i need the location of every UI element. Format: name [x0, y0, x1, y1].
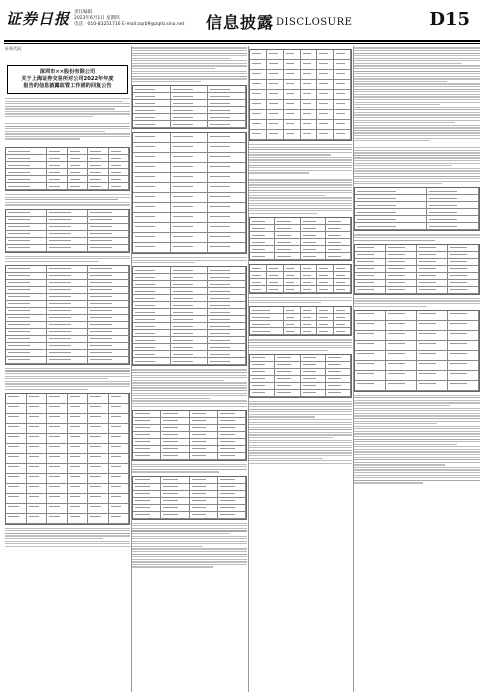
headline-line-1: 深圳市××股份有限公司 [39, 69, 96, 75]
data-table [354, 187, 480, 231]
code-line: 证券代码： [5, 46, 25, 51]
page-number: D15 [429, 9, 470, 30]
data-table [132, 132, 247, 254]
article-headline [7, 65, 128, 94]
data-table [249, 264, 352, 294]
data-table [354, 244, 480, 295]
data-table [249, 49, 352, 141]
data-table [249, 354, 352, 398]
masthead [4, 4, 480, 40]
column-1 [5, 46, 130, 692]
data-table [132, 410, 247, 461]
headline-line-2: 关于上海证券交易所对公司2022年年度 [21, 76, 114, 82]
masthead-rule-thin [4, 43, 480, 44]
data-table [5, 265, 130, 365]
editor-line: 责任编辑： [74, 10, 97, 15]
data-table [249, 217, 352, 261]
data-table [132, 85, 247, 129]
phone-line: 电话：010-83251716 E-mail:zqrb9@zqrb.sina.net [74, 22, 185, 27]
newspaper-logo: 证券日报 [6, 10, 71, 28]
article-body [5, 98, 130, 692]
masthead-meta [74, 10, 184, 28]
data-table [5, 147, 130, 191]
data-table [132, 266, 247, 366]
headline-line-3: 报告的信息披露监管工作函的回复公告 [23, 83, 112, 89]
date-line: 2023年6月1日 星期四 [74, 16, 120, 21]
data-table [132, 476, 247, 520]
column-4 [354, 46, 480, 692]
data-table [354, 310, 480, 392]
section-title-en: DISCLOSURE [276, 17, 353, 28]
masthead-rule [4, 40, 480, 42]
data-table [5, 393, 130, 525]
section-title: 信息披露 [206, 13, 275, 32]
data-table [5, 209, 130, 253]
column-3 [249, 46, 352, 692]
data-table [249, 306, 352, 336]
column-2 [132, 46, 247, 692]
